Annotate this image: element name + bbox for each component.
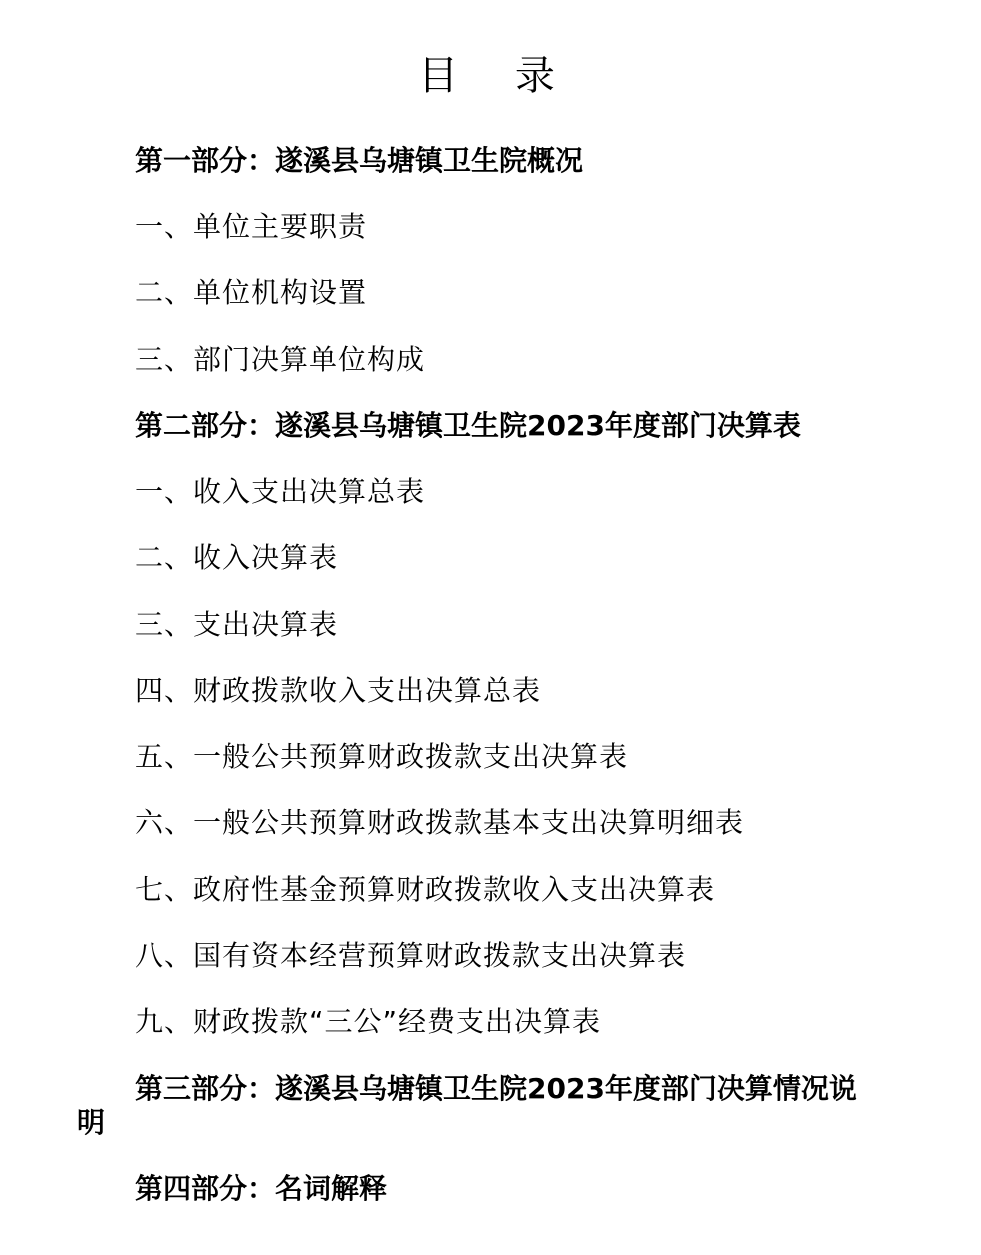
toc-item-2-6: 六、一般公共预算财政拨款基本支出决算明细表 — [135, 806, 745, 839]
toc-part-1: 第一部分：遂溪县乌塘镇卫生院概况 — [135, 144, 584, 177]
toc-item-2-9: 九、财政拨款“三公”经费支出决算表 — [135, 1005, 602, 1038]
toc-item-1-1: 一、单位主要职责 — [135, 210, 368, 243]
toc-item-1-3: 三、部门决算单位构成 — [135, 343, 426, 376]
toc-part-3: 第三部分：遂溪县乌塘镇卫生院2023年度部门决算情况说明 — [77, 1072, 857, 1139]
toc-item-2-1: 一、收入支出决算总表 — [135, 475, 426, 508]
toc-item-2-7: 七、政府性基金预算财政拨款收入支出决算表 — [135, 873, 716, 906]
toc-item-2-4: 四、财政拨款收入支出决算总表 — [135, 674, 542, 707]
toc-item-2-2: 二、收入决算表 — [135, 541, 339, 574]
toc-item-2-8: 八、国有资本经营预算财政拨款支出决算表 — [135, 939, 687, 972]
toc-part-2: 第二部分：遂溪县乌塘镇卫生院2023年度部门决算表 — [135, 409, 801, 442]
toc-item-2-5: 五、一般公共预算财政拨款支出决算表 — [135, 740, 629, 773]
toc-item-1-2: 二、单位机构设置 — [135, 276, 368, 309]
page-title: 目 录 — [418, 53, 577, 99]
toc-part-4: 第四部分：名词解释 — [135, 1172, 388, 1205]
toc-item-2-3: 三、支出决算表 — [135, 608, 339, 641]
